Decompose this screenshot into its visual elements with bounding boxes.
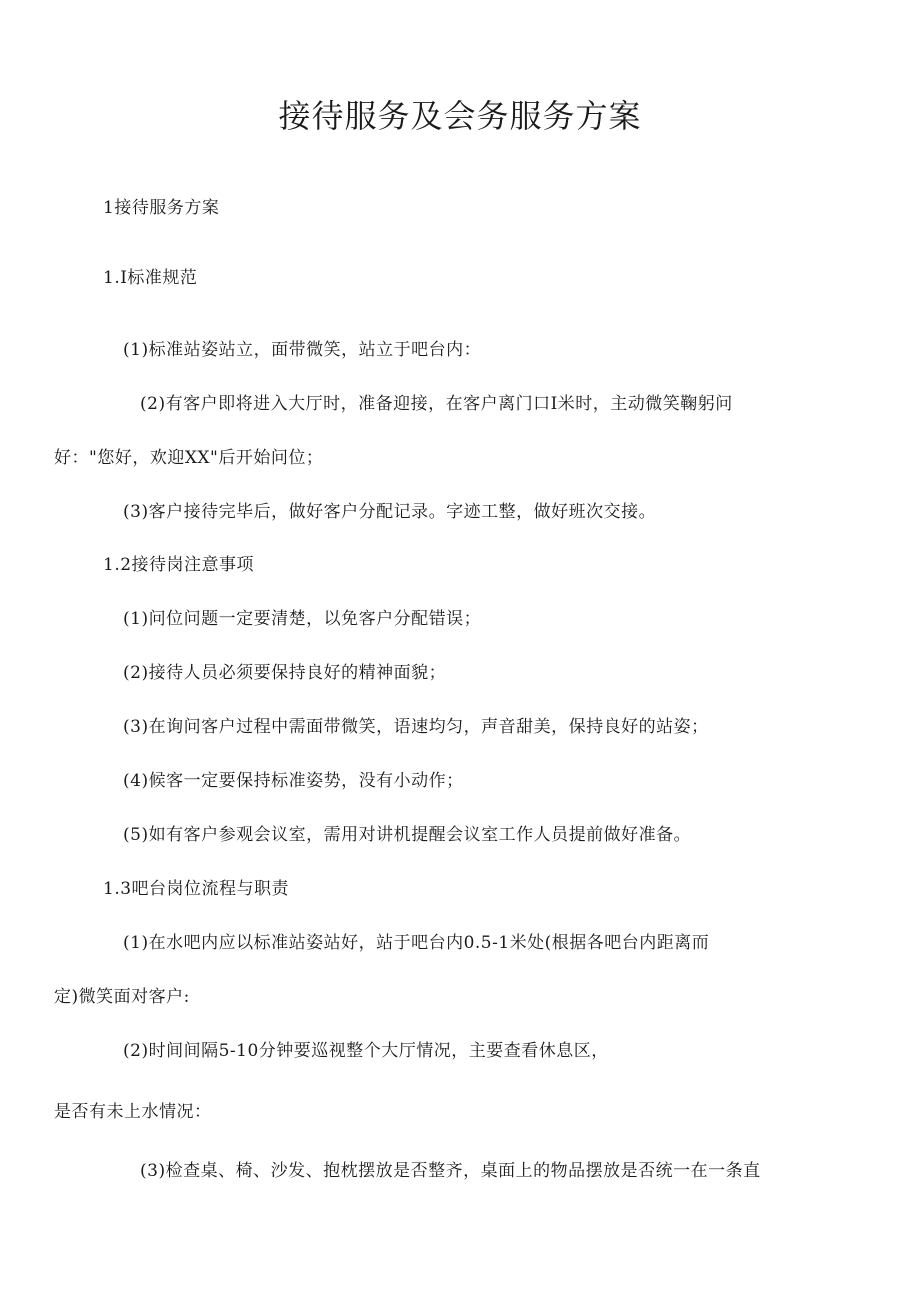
document-title: 接待服务及会务服务方案 [278, 97, 642, 135]
paragraph-line: (4)候客一定要保持标准姿势，没有小动作； [123, 771, 464, 791]
subsection-heading-1-2: 1.2接待岗注意事项 [103, 555, 255, 575]
paragraph-line: (3)在询问客户过程中需面带微笑，语速均匀，声音甜美，保持良好的站姿； [123, 717, 709, 737]
subsection-heading-1-1: 1.I标准规范 [103, 268, 198, 288]
paragraph-line: (2)接待人员必须要保持良好的精神面貌； [123, 663, 447, 683]
paragraph-line: 好："您好，欢迎XX"后开始问位； [54, 448, 324, 468]
paragraph-line: (3)客户接待完毕后，做好客户分配记录。字迹工整，做好班次交接。 [123, 502, 657, 522]
paragraph-line: (5)如有客户参观会议室，需用对讲机提醒会议室工作人员提前做好准备。 [123, 825, 692, 845]
paragraph-line: (2)时间间隔5-10分钟要巡视整个大厅情况，主要查看休息区， [123, 1041, 609, 1061]
paragraph-line: (1)问位问题一定要清楚，以免客户分配错误； [123, 609, 482, 629]
section-heading-1: 1接待服务方案 [103, 198, 220, 218]
paragraph-line: 定)微笑面对客户: [54, 987, 190, 1007]
paragraph-line: (1)在水吧内应以标准站姿站好，站于吧台内0.5-1米处(根据各吧台内距离而 [123, 933, 710, 953]
paragraph-line: (2)有客户即将进入大厅时，准备迎接，在客户离门口I米时，主动微笑鞠躬问 [140, 394, 733, 414]
paragraph-line: 是否有未上水情况： [54, 1102, 212, 1122]
subsection-heading-1-3: 1.3吧台岗位流程与职责 [103, 879, 290, 899]
paragraph-line: (3)检查桌、椅、沙发、抱枕摆放是否整齐，桌面上的物品摆放是否统一在一条直 [140, 1161, 761, 1181]
paragraph-line: (1)标准站姿站立，面带微笑，站立于吧台内： [123, 340, 482, 360]
